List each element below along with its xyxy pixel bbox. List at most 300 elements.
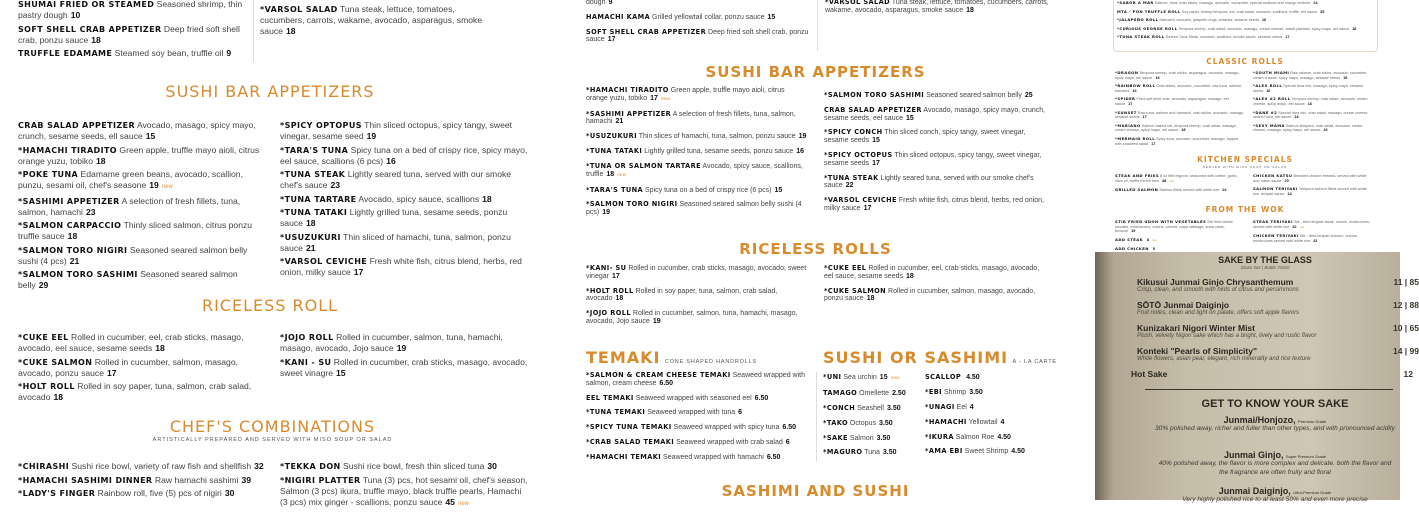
temaki-sushi-row	[586, 348, 1093, 483]
item-price: 17	[863, 204, 872, 212]
menu-page-middle	[583, 0, 1093, 500]
menu-item	[280, 120, 530, 142]
item-name: CHICKEN KATSU	[1253, 173, 1293, 178]
sushi-sashimi-column-2	[925, 374, 1035, 463]
item-price: 18	[155, 343, 165, 353]
menu-item	[925, 434, 1035, 442]
item-description: Thin sliced conch, spicy tangy, sweet vinegar, sesame seeds	[824, 129, 1026, 145]
menu-item	[1253, 124, 1373, 133]
item-description: Grilled yellowtail collar, ponzu sauce	[652, 13, 765, 21]
item-price: 16	[1307, 101, 1312, 106]
item-description: Rolled in cucumber, eel, crab sticks, masago, avocado, eel sauce, sesame seeds	[18, 332, 244, 353]
item-name: *EBI	[925, 387, 943, 396]
menu-item	[1253, 97, 1373, 106]
guide-item	[1155, 486, 1395, 505]
menu-item	[280, 194, 530, 205]
item-description: Rolled in cucumber, eel, crab sticks, masago, avocado, eel sauce, sesame seeds	[824, 265, 1040, 280]
item-name: *MARIANO	[1115, 122, 1141, 128]
item-description: Breaded chicken breasts, served with white rice, katsu sauce	[1253, 174, 1367, 183]
menu-item	[18, 120, 266, 142]
item-price: 16	[386, 155, 396, 166]
menu-item	[1115, 220, 1245, 234]
item-name: *SALMON CARPACCIO	[18, 221, 122, 230]
menu-item	[280, 232, 530, 254]
section-title: SASHIMI AND SUSHI	[721, 482, 910, 500]
item-price: 17	[1142, 115, 1147, 120]
item-description: Salmon tempura, crab salad, avocado, cream cheese, masago, spicy mayo, eel sauce	[1253, 123, 1363, 133]
item-price: 15	[336, 367, 346, 378]
menu-item	[18, 488, 266, 499]
section-title: RICELESS ROLLS	[739, 240, 892, 258]
sake-price: 14 | 99	[1392, 346, 1419, 356]
item-price: 19	[798, 133, 807, 141]
item-price: 15	[879, 374, 888, 381]
menu-item	[825, 0, 1055, 14]
sushi-bar-column-1	[586, 87, 808, 224]
item-description: Sushi rice bowl, fresh thin sliced tuna	[343, 461, 485, 471]
menu-item	[260, 4, 500, 37]
menu-item	[260, 0, 500, 1]
item-name: *IKURA	[925, 432, 954, 441]
item-description: Lightly seared tuna, served with our smoke chef's sauce	[280, 169, 512, 190]
item-name: *KANI - SU	[280, 357, 332, 367]
item-name: *JOJO ROLL	[586, 309, 631, 318]
item-price: 17	[1128, 101, 1133, 106]
item-description: Stir fried wheat noodles, mushrooms, onions, carrots, napa cabbage, snow peas, broccoli	[1115, 220, 1233, 234]
grade-label: Super Premium Grade	[1286, 454, 1327, 459]
menu-item	[1115, 174, 1245, 184]
item-price: 6	[785, 439, 790, 447]
sake-description: Fruit notes, clean and light on palate, offers soft apple flavors	[1137, 310, 1300, 316]
item-price: 24	[1313, 1, 1318, 5]
menu-item	[1253, 174, 1373, 183]
item-description: Rolled in cucumber, salmon, tuna, hamachi, masago, avocado, Jojo sauce	[586, 310, 798, 325]
item-description: Thin sliced of hamachi, tuna, salmon, ponzu sauce	[280, 231, 511, 253]
menu-item	[18, 220, 266, 242]
guide-heading	[1155, 415, 1395, 425]
sake-name: Hot Sake	[1131, 369, 1168, 379]
new-badge: new	[890, 376, 900, 381]
menu-item	[586, 187, 808, 195]
item-name: *SALMON TORO SASHIMI	[824, 91, 925, 99]
menu-item	[1115, 111, 1245, 120]
kitchen-column-2	[1253, 174, 1373, 200]
item-name: *DRAGON	[1115, 70, 1139, 75]
item-price: 30	[224, 488, 235, 498]
sake-menu-photo	[1095, 252, 1419, 503]
sake-item	[1137, 323, 1419, 339]
menu-item	[18, 0, 250, 21]
menu-page-right	[1095, 0, 1400, 252]
item-price: 9	[608, 0, 613, 6]
item-description: Salmon baked roll, tempura shrimp, crab salad, masago, cream cheese, spicy mayo, eel sauce	[1115, 123, 1237, 133]
menu-item	[18, 332, 266, 354]
menu-item	[586, 148, 808, 156]
item-price: 18	[482, 193, 492, 204]
guide-heading	[1155, 450, 1395, 460]
sake-price: 10 | 65	[1392, 323, 1419, 333]
item-price: 17	[607, 36, 616, 44]
section-subtitle: ARTISTICALLY PREPARED AND SERVED WITH MISO SOUP OR SALAD	[152, 437, 393, 443]
item-name: STEAK TERIYAKI	[1253, 219, 1293, 224]
item-name: *CUKE SALMON	[18, 357, 93, 367]
sushi-sashimi-column-1	[823, 374, 923, 464]
sushi-sashimi-block	[823, 348, 1057, 464]
menu-item	[586, 288, 808, 303]
item-price: 4	[1000, 418, 1005, 426]
column-divider	[816, 372, 817, 462]
item-price: 19	[602, 209, 611, 217]
menu-item	[925, 389, 1035, 397]
item-price: 19	[396, 343, 407, 353]
item-price: 4.50	[997, 433, 1011, 441]
item-name: *SABOR A MAR	[1117, 0, 1154, 5]
item-description: Tuna	[864, 449, 880, 457]
item-name: *SAKE	[823, 433, 848, 442]
item-description: Avocado, spicy sauce, scallions	[358, 193, 480, 204]
item-name: *JALAPEÑO ROLL	[1117, 17, 1159, 23]
item-name: *UNI	[823, 373, 842, 381]
item-price: 9	[226, 48, 232, 58]
classic-column-1	[1115, 71, 1245, 150]
riceless-column-2	[824, 265, 1049, 310]
item-description: Seaweed wrapped with salmon, cream cheese	[586, 372, 805, 387]
item-description: A selection of fresh fillets, tuna, salmon, hamachi	[586, 110, 796, 126]
classic-columns	[1115, 71, 1400, 155]
menu-item	[280, 461, 530, 472]
item-price: 21	[615, 118, 624, 126]
item-price: 16	[796, 148, 805, 156]
menu-item	[586, 454, 811, 462]
sake-description: Plush, velvety Nigori sake which has a bright, lively and rustic flavor	[1137, 333, 1317, 339]
item-price: 32	[1292, 224, 1297, 229]
item-name: SHUMAI FRIED OR STEAMED	[18, 0, 155, 9]
section-title: SUSHI BAR APPETIZERS	[165, 82, 375, 101]
new-badge: new	[161, 184, 173, 190]
item-name: *TUNA OR SALMON TARTARE	[586, 161, 701, 170]
item-name: ADD CHICKEN	[1115, 246, 1149, 252]
menu-item	[1253, 84, 1373, 93]
item-description: Raw tuna, salmon and hamachi, crab sticks, avocado, masago, sesame seeds	[1115, 110, 1245, 120]
item-name: *NIGIRI PLATTER	[280, 475, 361, 485]
item-price: 21	[305, 242, 316, 253]
item-name: *SPICY OCTOPUS	[824, 151, 893, 160]
item-description: Tempura salmon fillets served with white rice, teriyaki sauce	[1253, 187, 1367, 196]
item-name: *SPICY OPTOPUS	[280, 121, 362, 130]
menu-item	[280, 475, 530, 510]
item-price: 39	[241, 474, 252, 485]
item-description: Seaweed wrapped with spicy tuna	[673, 424, 780, 432]
item-price: 25	[1024, 92, 1033, 99]
menu-item	[1253, 234, 1373, 243]
menu-item	[586, 372, 811, 387]
item-name: STIR FRIED UDON WITH VEGETABLES	[1115, 219, 1207, 224]
section-title: CLASSIC ROLLS	[1206, 57, 1284, 66]
item-description: Salmon Roe	[955, 433, 995, 441]
item-name: *VARSOL SALAD	[260, 4, 338, 14]
item-price: 22	[1313, 238, 1318, 243]
menu-item	[824, 152, 1049, 167]
item-name: SALMON TERIYAKI	[1253, 186, 1298, 192]
item-name: *AMA EBI	[925, 447, 963, 456]
item-price: 10	[70, 10, 81, 20]
item-description: Raw salmon, crab sticks, avocado, cucumber, cream cheese, spicy mayo, masago, sesame seeds	[1253, 71, 1368, 80]
item-name: *CONCH	[823, 403, 856, 412]
item-description: Fresh white fish, citrus blend, herbs, red onion, milky sauce	[280, 256, 522, 277]
item-description: Tuna steak, lettuce, tomatoes, cucumbers, carrots, wakame, avocado, asparagus, smoke sauce	[260, 3, 483, 36]
item-description: Lightly grilled tuna, sesame seeds, ponzu sauce	[644, 148, 794, 156]
item-price: 6.50	[766, 454, 781, 462]
item-description: Eel	[956, 403, 967, 411]
item-name: *POKE TUNA	[18, 170, 79, 179]
menu-item	[1117, 18, 1373, 23]
item-name: HAMACHI KAMA	[586, 12, 651, 21]
item-name: *TUNA STEAK	[280, 170, 346, 179]
sushi-bar-columns	[18, 120, 565, 297]
specials-box	[1113, 0, 1378, 52]
item-description: Special tuna mix, crab salad, masago, cream cheese, seared tuna, eel sauce	[1253, 110, 1369, 120]
item-description: Tuna (3) pcs, hot sesami oil, chef's season, Salmon (3 pcs) ikura, truffle mayo, black truffle pearls, Hamachi (3 pcs) mix ginger - scallions, ponzu sauce	[280, 474, 528, 507]
sushi-bar-column-2	[824, 87, 1049, 220]
menu-item	[18, 269, 266, 291]
item-price: 17	[353, 267, 364, 277]
item-name: *CURIOUS GEORGE ROLL	[1117, 25, 1178, 31]
item-name: *TUNA STEAK ROLL	[1117, 34, 1165, 40]
menu-item	[280, 169, 530, 191]
menu-item	[586, 0, 811, 7]
section-subtitle: CONE SHAPED HANDROLLS	[664, 359, 757, 365]
item-description: Deep fried soft shell crab, ponzu sauce	[18, 23, 240, 45]
item-description: Lightly grilled tuna, sesame seeds, ponzu sauce	[280, 207, 508, 228]
item-description: Stir - fried teriyaki steak, onions, mushrooms, served with white rice	[1253, 220, 1370, 229]
menu-item	[925, 404, 1035, 412]
item-price: 19	[366, 131, 377, 141]
item-price: 19	[149, 180, 159, 190]
item-description: Seaweed wrapped with hamachi	[663, 454, 764, 462]
item-name: *ALEX ROLL	[1253, 83, 1283, 89]
item-price: 29	[38, 280, 49, 290]
menu-item	[1115, 124, 1245, 133]
item-price: 6.50	[782, 424, 797, 432]
item-description: Deep fried soft shell crab, ponzu sauce	[586, 28, 809, 44]
item-description: Rainbow roll, five (5) pcs of nigiri	[97, 488, 222, 498]
divider	[1145, 389, 1393, 390]
item-description: Spicy tuna, avocado, cucumber, masago, topped with seaweed salad	[1115, 136, 1239, 146]
menu-item	[824, 129, 1049, 144]
item-price: 18	[1294, 115, 1299, 120]
item-name: *TAKO	[823, 418, 848, 427]
item-name: *TARA'S TUNA	[586, 185, 644, 194]
item-price: 15	[774, 186, 783, 194]
item-price: 21	[69, 255, 80, 266]
item-name: *RAINBOW ROLL	[1115, 83, 1156, 89]
item-description: Seasoned shrimp, thin pastry dough	[18, 0, 243, 20]
menu-item	[586, 395, 811, 403]
sake-price: 12 | 88	[1392, 300, 1419, 310]
item-price: 23	[330, 180, 341, 190]
menu-item	[586, 163, 808, 179]
menu-item	[1115, 71, 1245, 80]
item-description: Seasoned seared salmon belly	[18, 269, 238, 290]
item-description: Shrimp	[944, 388, 967, 396]
item-name: *SOUTH MIAMI	[1253, 70, 1290, 75]
item-name: CRAB SALAD APPETIZER	[824, 105, 922, 114]
item-name: *SASHIMI APPETIZER	[586, 109, 672, 118]
item-price: 18	[1352, 26, 1357, 31]
menu-item	[586, 87, 808, 103]
item-price: 18	[966, 6, 974, 14]
guide-title: GET TO KNOW YOUR SAKE	[1201, 398, 1349, 410]
item-price: 3.50	[886, 404, 901, 412]
kitchen-column-1	[1115, 174, 1245, 197]
menu-item	[586, 133, 808, 141]
item-name: *TUNA STEAK	[824, 173, 879, 182]
item-name: CHICKEN TERIYAKI	[1253, 233, 1299, 239]
section-title: TEMAKI	[586, 348, 661, 367]
item-price: 19	[652, 317, 661, 325]
menu-item	[1115, 188, 1245, 193]
item-price: 30	[487, 461, 497, 471]
temaki-heading	[586, 348, 816, 372]
item-name: *HOLT ROLL	[18, 382, 75, 391]
new-badge: new	[1152, 238, 1158, 242]
item-price: 25	[1320, 9, 1325, 14]
item-name: *SEXY MAMA	[1253, 122, 1285, 128]
item-description: Sweet Shrimp	[964, 448, 1009, 456]
item-description: Hamachi, avocado, jalapeño rings, sriracha, sesame seeds	[1159, 18, 1259, 23]
item-description: Crab sticks, avocado, cucumber, raw tuna, salmon, hamachi	[1115, 84, 1243, 93]
item-description: Rolled in cucumber, salmon, masago, avocado, ponzu sauce	[18, 356, 239, 378]
sake-description: White flowers, asian pear, elegant, rich minerality and rice texture	[1137, 356, 1311, 362]
item-description: Sushi rice bowl, variety of raw fish and shellfish	[71, 461, 252, 471]
item-name: *UNAGI	[925, 402, 955, 411]
appetizers-column-2	[260, 0, 500, 39]
grade-label: Ultra-Premium Grade	[1293, 490, 1332, 495]
menu-item	[1117, 27, 1373, 32]
grade-description: 30% polished away, richer and fuller than other types, and with pronounced acidity	[1155, 425, 1395, 432]
menu-item	[1253, 220, 1373, 230]
riceless-column-1	[18, 332, 266, 406]
section-subtitle: SERVED WITH MISO SOUP OR SALAD	[1202, 165, 1288, 169]
item-price: 6.50	[754, 394, 769, 402]
item-price: 18	[285, 25, 296, 36]
menu-item	[1117, 35, 1373, 40]
item-name: *TUNA TEMAKI	[586, 408, 646, 417]
appetizers-column-1	[586, 0, 811, 51]
item-price: 3.50	[882, 449, 897, 457]
item-price: 3.50	[879, 419, 893, 427]
menu-item	[1115, 84, 1245, 93]
top-section	[586, 0, 1093, 64]
item-price: 4.50	[1011, 448, 1025, 456]
item-name: *HAMACHI TIRADITO	[18, 145, 118, 155]
menu-item	[824, 92, 1049, 100]
item-price: 18	[1181, 128, 1186, 133]
item-description: Raw hamachi sashimi	[154, 474, 239, 485]
item-name: SOFT SHELL CRAB APPETIZER	[586, 27, 707, 36]
menu-item	[280, 256, 530, 278]
item-name: *HAMACHI TEMAKI	[586, 453, 662, 462]
menu-item	[823, 435, 923, 443]
item-description: Seashell	[857, 404, 884, 412]
item-name: GRILLED SALMON	[1115, 187, 1159, 193]
item-price: 6	[738, 409, 743, 417]
item-price: 18	[305, 218, 316, 228]
item-description: A selection of fresh fillets, tuna, salmon, hamachi	[18, 195, 241, 217]
item-price: 16	[1155, 75, 1160, 80]
section-title: SUSHI OR SASHIMI	[823, 348, 1009, 367]
item-description: Fried soft shell crab, avocado, asparagus, masago, eel sauce	[1115, 97, 1229, 106]
item-description: Rolled in cucumber, crab sticks, masago, avocado, sweet vinegar	[586, 265, 807, 280]
item-price: 17	[1151, 141, 1156, 146]
menu-item	[18, 381, 266, 403]
item-description: Seasoned seared salmon belly	[926, 92, 1022, 99]
item-description: Steamed soy bean, truffle oil	[114, 48, 224, 58]
item-price: 19	[1131, 229, 1136, 234]
menu-item	[824, 265, 1049, 280]
item-description: Avocado, masago, spicy mayo, crunch, sesame seeds, eel sauce	[824, 106, 1046, 122]
item-name: *MAGURO	[823, 448, 863, 457]
item-price: 24	[1287, 191, 1292, 196]
item-name: *USUZUKURI	[586, 132, 637, 141]
item-description: Rolled in soy paper, tuna, salmon, crab salad, avocado	[18, 381, 252, 402]
menu-item	[18, 169, 266, 193]
menu-item	[586, 29, 811, 44]
new-badge: new	[617, 172, 627, 178]
menu-item	[925, 374, 1035, 382]
menu-item	[1253, 111, 1373, 120]
classic-column-2	[1253, 71, 1373, 137]
menu-item	[925, 419, 1035, 427]
item-description: Avocado, spicy sauce, scallions, truffle	[586, 162, 803, 178]
menu-item	[280, 357, 530, 379]
temaki-block	[586, 348, 816, 469]
item-price: 5	[1152, 247, 1156, 252]
item-name: *ALEX #2 ROLL	[1253, 96, 1291, 102]
item-name: *VARSOL CEVICHE	[824, 196, 897, 205]
sake-price: 12	[1403, 369, 1413, 379]
menu-item	[824, 288, 1049, 303]
item-price: 18	[906, 272, 914, 280]
item-description: Salmon, tuna, crab sticks, masago, avocado, cucumber, special seafood and mango ceviche	[1154, 1, 1311, 5]
menu-item	[586, 14, 811, 22]
menu-item	[18, 461, 266, 472]
item-description: Tuna steak, lettuce, tomatoes, cucumbers, carrots, wakame, avocado, asparagus, smoke sauce	[825, 0, 1049, 14]
guide-item	[1155, 415, 1395, 434]
item-name: *SPICY CONCH	[824, 128, 883, 137]
grade-description: Very highly polished rice to at least 50% and even more precise	[1182, 496, 1368, 503]
item-name: *VARSOL CEVICHE	[280, 257, 368, 266]
chefs-columns	[18, 461, 565, 512]
item-name: *CUKE EEL	[18, 333, 69, 342]
item-description: Lightly seared tuna, served with our smoke chef's sauce	[824, 174, 1034, 190]
item-price: 23	[85, 206, 96, 217]
item-name: *USUZUKURI	[280, 232, 341, 242]
item-description: Seasoned seared salmon belly sushi (4 pcs)	[586, 201, 802, 217]
item-price: 18	[67, 231, 78, 241]
item-name: *JOJO ROLL	[280, 333, 334, 342]
menu-item	[586, 439, 811, 447]
item-name: STEAK AND FRIES	[1115, 173, 1159, 178]
menu-item	[18, 245, 266, 267]
item-description: Rolled in soy paper, tuna, salmon, crab salad, avocado	[586, 287, 778, 303]
item-description: 8 oz filet mignon, seasoned with coffee, garlic, olive oil, truffle french fries	[1115, 174, 1238, 183]
item-name: MTA - PON TRUFFLE ROLL	[1117, 8, 1181, 14]
menu-item	[925, 448, 1035, 456]
item-name: TRUFFLE EDAMAME	[18, 49, 113, 58]
item-description: Tempura shrimp, crab salad, avocado, cream cheese, spicy mayo, eel sauce	[1253, 97, 1368, 106]
item-name: *DANE #2	[1253, 109, 1278, 115]
